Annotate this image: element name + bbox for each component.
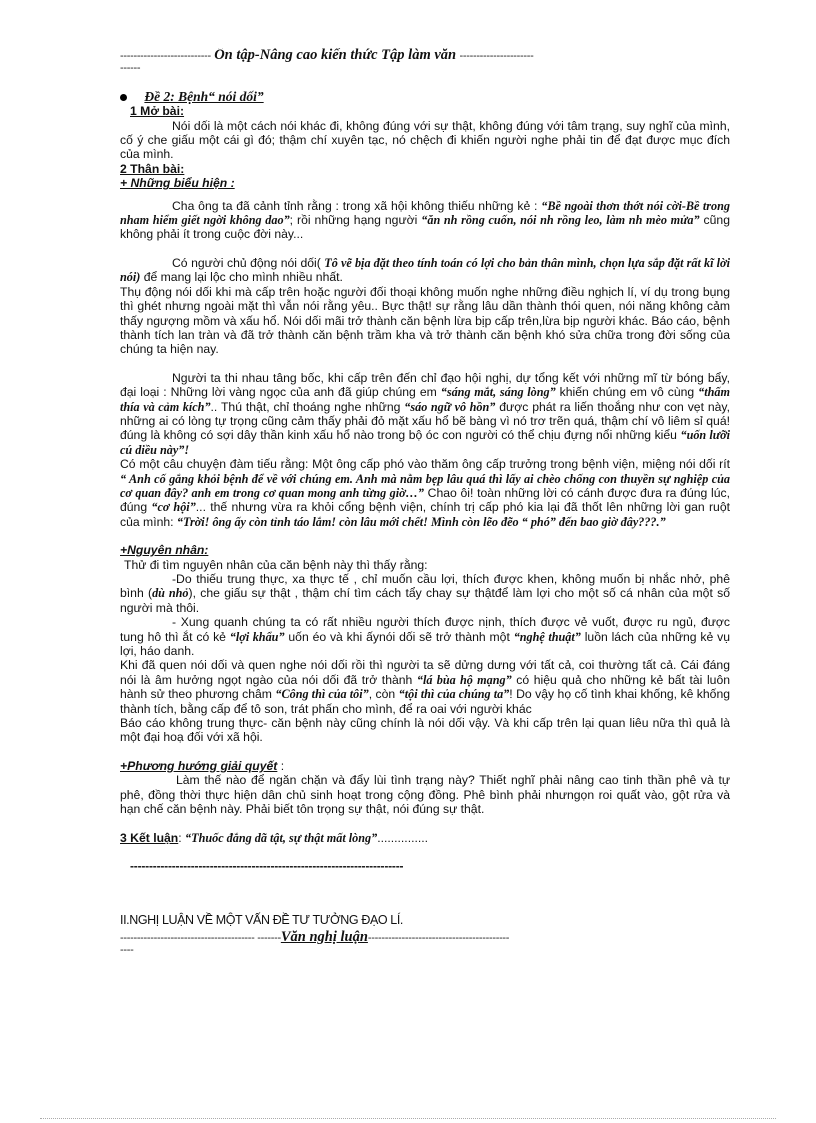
- manifest-paragraph-1: Cha ông ta đã cảnh tỉnh rằng : trong xã hội không thiếu những kẻ : “Bề ngoài thơn thớt nói cời-Bề trong nham hiểm giết ngời không dao”; rồi những hạng người “ăn nh rồng cuốn, nói nh rồng leo, làm nh mèo mửa” cũng không phải ít trong cuộc đời này...: [120, 198, 731, 242]
- conclusion-heading: 3 Kết luận: [120, 830, 179, 845]
- header-dashes-continued: ------: [120, 62, 141, 75]
- cause-paragraph-3: Khi đã quen nói dối và quen nghe nói dối rồi thì người ta sẽ dửng dưng với tất cả, coi thường tất cả. Cái đáng nói là âm hưởng ngọt ngào của nói dối đã trở thành “lá bùa hộ mạng” có hiệu quả cho những kẻ bất tài luôn hành sử theo phương châm “Công thì của tôi”, còn “tội thì của chúng ta”! Do vậy họ cố tình khai khống, kê khống thành tích, bằng cấp để tô son, trát phấn cho mình, để ra oai với người khác: [120, 658, 731, 716]
- manifest-paragraph-4: Người ta thi nhau tâng bốc, khi cấp trên đến chỉ đạo hội nghị, dự tổng kết với những mĩ từ bóng bẩy, đại loại : Những lời vàng ngọc của anh đã giúp chúng em “sáng mắt, sáng lòng” khiến chúng em vô cùng “thấm thía và cảm kích”.. Thú thật, chỉ thoáng nghe những “sáo ngữ vô hồn” được phát ra liến thoắng như con vẹt này, những ai có lòng tự trọng cũng cảm thấy phải đỏ mặt xấu hổ bẽ bàng vì nó trơ trẽn quá, thậm chí vô liêm sỉ quá! đúng là không có sợi dây thần kinh xấu hổ nào trong bộ óc con người có thể chịu đựng nổi những kiểu “uốn lưỡi cú diều này”!: [120, 370, 731, 457]
- solution-paragraph: Làm thế nào để ngăn chặn và đẩy lùi tình trạng này? Thiết nghĩ phải nâng cao tinh thần phê và tự phê, đồng thời thực hiện dân chủ sinh hoạt trong cộng đồng. Phê bình phải nhưngọn roi quất vào, gột rửa và hạn chế căn bệnh này. Phải biết tôn trọng sự thật, nói đúng sự thật.: [120, 773, 730, 817]
- footer-dashes-left: ----------------------------------------: [120, 931, 255, 944]
- header-dashes-right: ----------------------: [459, 50, 534, 62]
- essay-title: Đề 2: Bệnh“ nói dối”: [144, 88, 264, 104]
- manifest-paragraph-3: Thụ động nói dối khi mà cấp trên hoặc người đối thoại không muốn nghe những điều nghịch lí, ví dụ trong bụng thì ghét nhưng ngoài mặt thì vẫn nói rằng yêu.. Bực thật! sự rằng lâu dần thành thói quen, nói năng không cảm thấy ngượng mồm và xấu hổ. Nói dối mãi trở thành căn bệnh lừa bịp cấp trên,lừa bịp người khác. Báo cáo, bệnh thành tích lan tràn và đã trở thành căn bệnh trầm kha và trở thành căn bệnh khó sửa chữa trong đời sống của chúng ta hiện nay.: [120, 284, 730, 357]
- conclusion-text: “Thuốc đắng dã tật, sự thật mất lòng”: [185, 830, 378, 845]
- manifest-paragraph-2: Có người chủ động nói dối( Tô vẽ bịa đặt theo tính toán có lợi cho bản thân mình, chọn lựa sắp đặt rất kĩ lời nói) để mang lại lộc cho mình nhiều nhất.: [120, 255, 730, 285]
- cause-heading: +Nguyên nhân:: [120, 543, 209, 558]
- cause-item-2: - Xung quanh chúng ta có rất nhiều người thích được nịnh, thích được vẻ vuốt, được ru ngủ, được tung hô thì ắt có kẻ “lợi khẩu” uốn éo và khi ấynói dối sẽ trở thành một “nghệ thuật” luồn lách của những kẻ vụ lợi, háo danh.: [120, 615, 730, 659]
- cause-item-1: -Do thiếu trung thực, xa thực tế , chỉ muốn cầu lợi, thích được khen, không muốn bị nhắc nhở, phê bình (dù nhỏ), che giấu sự thật , thậm chí tìm cách tẩy chay sự thậtđể làm lợi cho một số cá nhân của một số người mà thôi.: [120, 572, 730, 615]
- cause-intro: Thử đi tìm nguyên nhân của căn bệnh này thì thấy rằng:: [124, 557, 428, 572]
- footer-dashes-right: ------------------------------------------: [367, 931, 510, 944]
- essay-title-line: [120, 90, 730, 104]
- footer-dashes-continued: ----: [120, 944, 134, 957]
- section-separator: ------------------------------------------------------------------------: [130, 858, 404, 873]
- intro-paragraph: Nói dối là một cách nói khác đi, không đúng với sự thật, không đúng với tâm trạng, suy nghĩ của mình, cố ý che giấu một cái gì đó; thậm chí xuyên tạc, nó chệch đi khiến người nghe phải tin để đạt được mục đích của mình.: [120, 118, 730, 162]
- header-dashes-left: ---------------------------: [120, 50, 211, 62]
- header-title: Ôn tập-Nâng cao kiến thức Tập làm văn: [214, 48, 457, 63]
- part2-title: II.NGHỊ LUẬN VỀ MỘT VẤN ĐỀ TƯ TƯỞNG ĐẠO LÍ.: [120, 913, 403, 928]
- intro-heading: 1 Mở bài:: [130, 104, 185, 119]
- conclusion-line: 3 Kết luận: “Thuốc đắng dã tật, sự thật mất lòng”...............: [120, 830, 429, 845]
- footer-title: Văn nghị luận: [280, 929, 368, 945]
- solution-heading: +Phương hướng giải quyết: [120, 758, 278, 773]
- document-page: [120, 48, 730, 958]
- page-bottom-border: [40, 1118, 776, 1119]
- manifest-heading: + Những biểu hiện :: [120, 176, 235, 191]
- bullet-icon: [120, 94, 127, 101]
- manifest-paragraph-5: Có một câu chuyện đàm tiếu rằng: Một ông cấp phó vào thăm ông cấp trưởng trong bệnh viện, miệng nói dối rít “ Anh cố gắng khỏi bệnh để về với chúng em. Anh mà nằm bẹp lâu quá thì lấy ai chèo chống con thuyền sự nghiệp của cơ quan đây? anh em trong cơ quan mong anh từng giờ…” Chao ôi! toàn những lời có cánh được đưa ra đúng lúc, đúng “cơ hội”... thế nhưng vừa ra khỏi cổng bệnh viện, chính trị cấp phó kia lại đã thốt lên những lời gan ruột của mình: “Trời! ông ấy còn tỉnh táo lắm! còn lâu mới chết! Mình còn lẽo đẽo “ phó” đến bao giờ đây???.”: [120, 457, 731, 529]
- cause-paragraph-4: Báo cáo không trung thực- căn bệnh này cũng chính là nói dối vậy. Và khi cấp trên lại quan liêu nữa thì quả là một đại hoạ đối với xã hội.: [120, 716, 730, 745]
- solution-heading-line: +Phương hướng giải quyết :: [120, 758, 285, 773]
- body-heading: 2 Thân bài:: [120, 161, 185, 176]
- footer-dashes-mid: -------: [254, 931, 281, 944]
